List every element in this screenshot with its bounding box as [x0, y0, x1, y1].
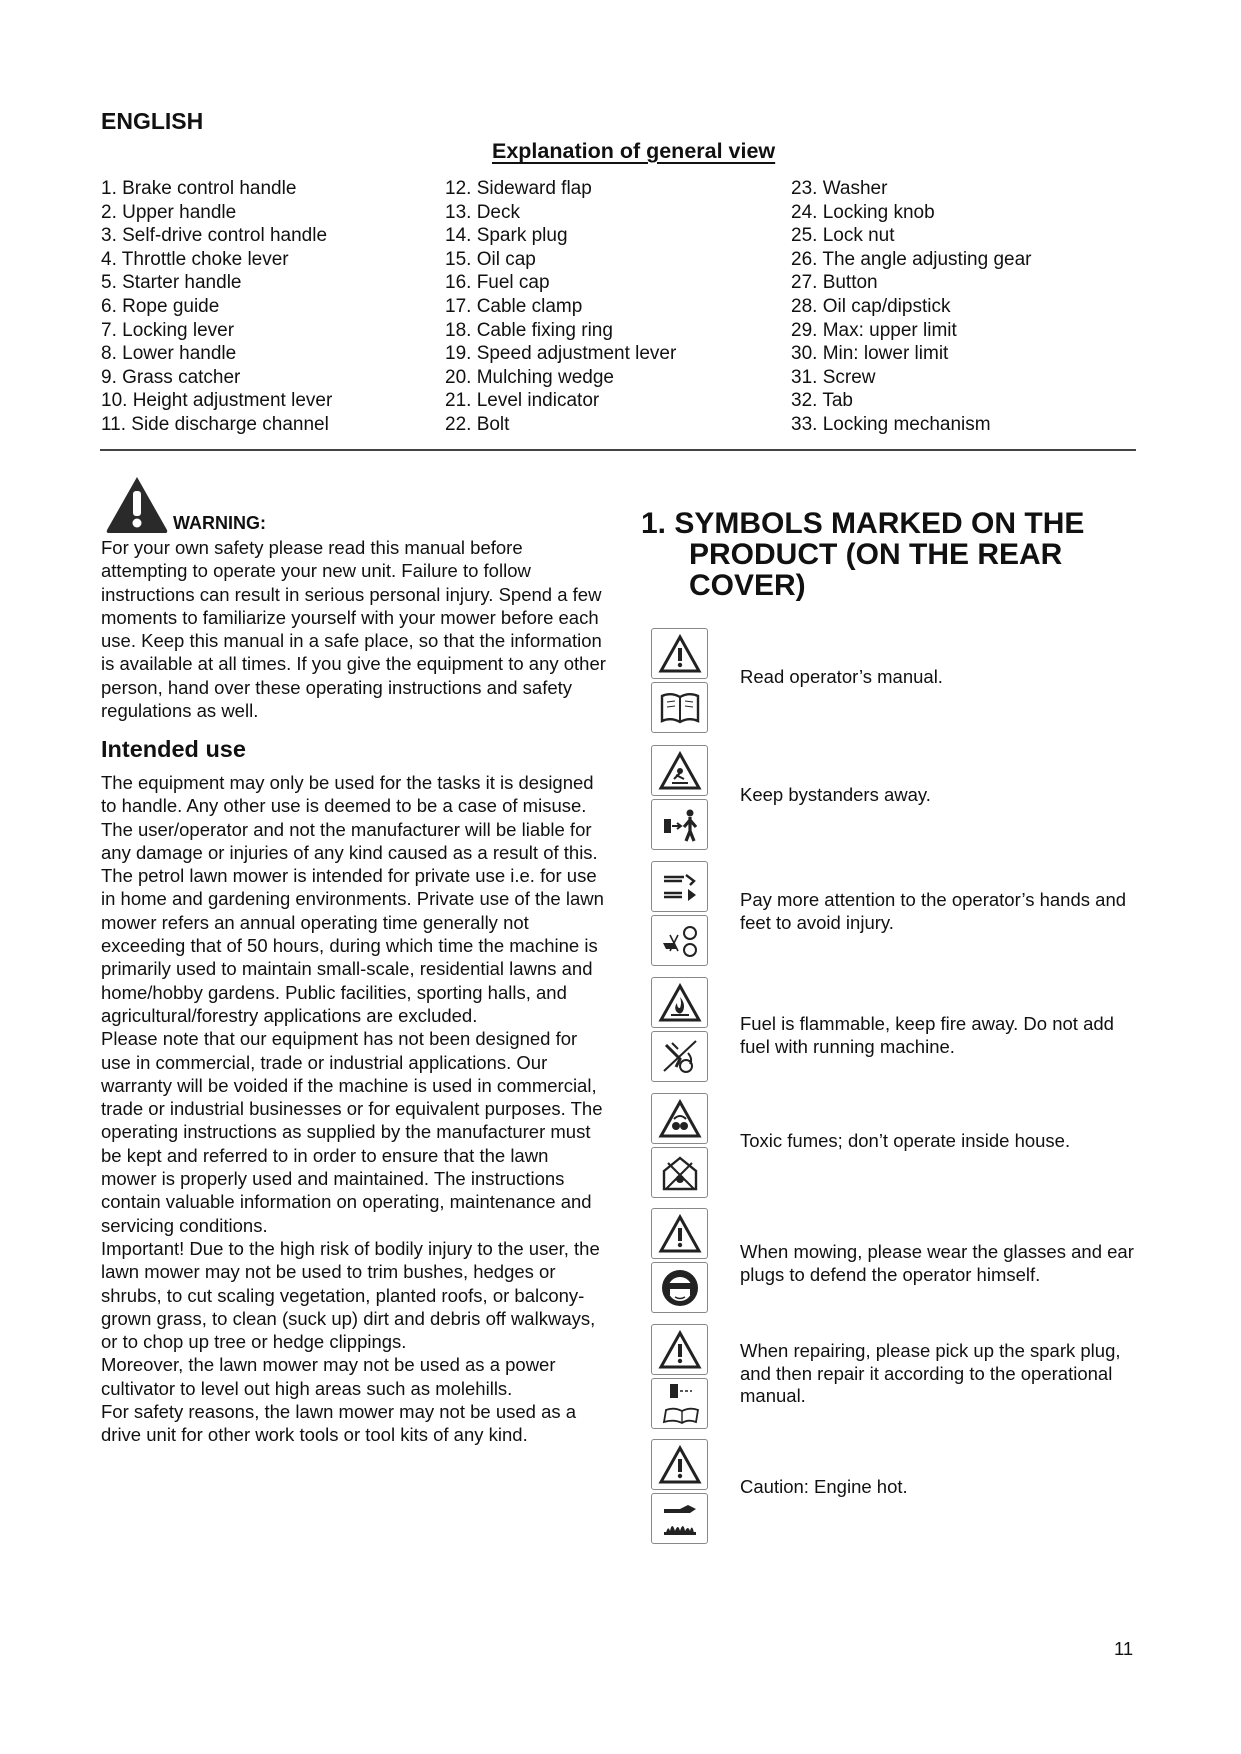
list-item: 21. Level indicator [445, 390, 600, 412]
intended-use-body [101, 771, 606, 1447]
no-indoor-operation-icon [651, 1147, 708, 1198]
symbol-description: Toxic fumes; don’t operate inside house. [740, 1130, 1071, 1151]
list-item: 7. Locking lever [101, 319, 235, 341]
horizontal-divider [100, 449, 1136, 451]
list-item: 22. Bolt [445, 413, 510, 435]
list-item: 15. Oil cap [445, 248, 536, 270]
symbol-description: Caution: Engine hot. [740, 1476, 908, 1497]
thrown-objects-warning-icon [651, 745, 708, 796]
warning-triangle-icon [104, 474, 170, 534]
warning-triangle-icon [651, 628, 708, 679]
list-item: 12. Sideward flap [445, 178, 592, 199]
section-subtitle: Explanation of general view [492, 139, 776, 163]
list-item: 4. Throttle choke lever [101, 248, 289, 270]
symbol-description: Fuel is flammable, keep fire away. Do not add fuel with running machine. [740, 1013, 1114, 1057]
paragraph: For safety reasons, the lawn mower may not be used as a drive unit for other work tools or tool kits of any kind. [101, 1401, 577, 1446]
spark-plug-manual-icon [651, 1378, 708, 1429]
warning-triangle-icon [651, 1439, 708, 1490]
warning-label: WARNING: [173, 513, 266, 533]
list-item: 8. Lower handle [101, 343, 237, 365]
list-item: 16. Fuel cap [445, 272, 550, 294]
flammable-warning-icon [651, 977, 708, 1028]
list-item: 20. Mulching wedge [445, 366, 614, 388]
symbol-description: Read operator’s manual. [740, 666, 943, 687]
paragraph: The petrol lawn mower is intended for private use i.e. for use in home and gardening environments. Private use of the lawn mower refers an annual operating time generally not exceeding that of 50 hours, during which time the machine is primarily used to maintain small-scale, residential lawns and home/hobby gardens. Public facilities, sporting halls, and agricultural/forestry applications are excluded. [101, 865, 604, 1026]
list-item: 3. Self-drive control handle [101, 225, 328, 247]
symbol-description: When repairing, please pick up the spark plug, and then repair it according to the operational manual. [740, 1340, 1121, 1406]
keep-bystanders-away-icon [651, 799, 708, 850]
symbols-title-line-2: PRODUCT (ON THE REAR [689, 538, 1063, 571]
symbol-description: Pay more attention to the operator’s hands and feet to avoid injury. [740, 889, 1127, 933]
list-item: 30. Min: lower limit [791, 343, 949, 365]
list-item: 33. Locking mechanism [791, 413, 991, 435]
list-item: 23. Washer [791, 178, 888, 199]
symbol-description: Keep bystanders away. [740, 784, 931, 805]
list-item: 2. Upper handle [101, 201, 237, 223]
symbols-title-line-3: COVER) [689, 569, 806, 602]
warning-triangle-icon [651, 1324, 708, 1375]
list-item: 28. Oil cap/dipstick [791, 295, 951, 317]
list-item: 14. Spark plug [445, 225, 568, 247]
symbols-title [641, 508, 1121, 601]
list-item: 9. Grass catcher [101, 366, 241, 388]
list-item: 17. Cable clamp [445, 295, 583, 317]
toxic-fumes-warning-icon [651, 1093, 708, 1144]
list-item: 19. Speed adjustment lever [445, 343, 677, 365]
intended-use-heading: Intended use [101, 736, 246, 762]
parts-column-1 [101, 177, 332, 437]
list-item: 10. Height adjustment lever [101, 390, 333, 412]
hand-injury-icon [651, 861, 708, 912]
list-item: 24. Locking knob [791, 201, 935, 223]
list-item: 31. Screw [791, 366, 876, 388]
list-item: 27. Button [791, 272, 878, 294]
eye-ear-protection-icon [651, 1262, 708, 1313]
warning-text: For your own safety please read this manual before attempting to operate your new unit. Failure to follow instructions can result in serious personal injury. Spend a few moments to familiarize yourself with your mower before each use. Keep this manual in a safe place, so that the information is available at all times. If you give the equipment to any other person, hand over these operating instructions and safety regulations as well. [101, 537, 606, 722]
language-heading: ENGLISH [101, 108, 204, 134]
paragraph: Important! Due to the high risk of bodily injury to the user, the lawn mower may not be used to trim bushes, hedges or shrubs, to cut scaling vegetation, planted roofs, or balcony-grown grass, to clean (suck up) dirt and debris off walkways, or to chop up tree or hedge clippings. [101, 1237, 600, 1353]
list-item: 11. Side discharge channel [101, 413, 329, 435]
list-item: 5. Starter handle [101, 272, 242, 294]
hot-surface-icon [651, 1493, 708, 1544]
manual-book-icon [651, 682, 708, 733]
list-item: 18. Cable fixing ring [445, 319, 613, 341]
list-item: 13. Deck [445, 201, 520, 223]
foot-injury-icon [651, 915, 708, 966]
list-item: 25. Lock nut [791, 225, 895, 247]
list-item: 26. The angle adjusting gear [791, 248, 1032, 270]
paragraph: Moreover, the lawn mower may not be used as a power cultivator to level out high areas such as molehills. [101, 1354, 556, 1399]
symbol-description: When mowing, please wear the glasses and ear plugs to defend the operator himself. [740, 1241, 1134, 1285]
warning-triangle-icon [651, 1208, 708, 1259]
parts-column-3 [791, 177, 1032, 437]
list-item: 32. Tab [791, 390, 853, 412]
page-number: 11 [1114, 1638, 1134, 1659]
list-item: 1. Brake control handle [101, 178, 297, 199]
paragraph: Please note that our equipment has not been designed for use in commercial, trade or industrial applications. Our warranty will be voided if the machine is used in commercial, trade or industrial businesses or for equivalent purposes. The operating instructions as supplied by the manufacturer must be kept and referred to in order to ensure that the lawn mower is properly used and maintained. The instructions contain valuable information on operating, maintenance and servicing conditions. [101, 1028, 603, 1236]
list-item: 6. Rope guide [101, 295, 220, 317]
no-fuel-while-running-icon [651, 1031, 708, 1082]
paragraph: The equipment may only be used for the tasks it is designed to handle. Any other use is deemed to be a case of misuse. The user/operator and not the manufacturer will be liable for any damage or injuries of any kind caused as a result of this. [101, 772, 598, 863]
symbols-title-line-1: 1. SYMBOLS MARKED ON THE [641, 507, 1085, 540]
list-item: 29. Max: upper limit [791, 319, 957, 341]
parts-column-2 [445, 177, 676, 437]
